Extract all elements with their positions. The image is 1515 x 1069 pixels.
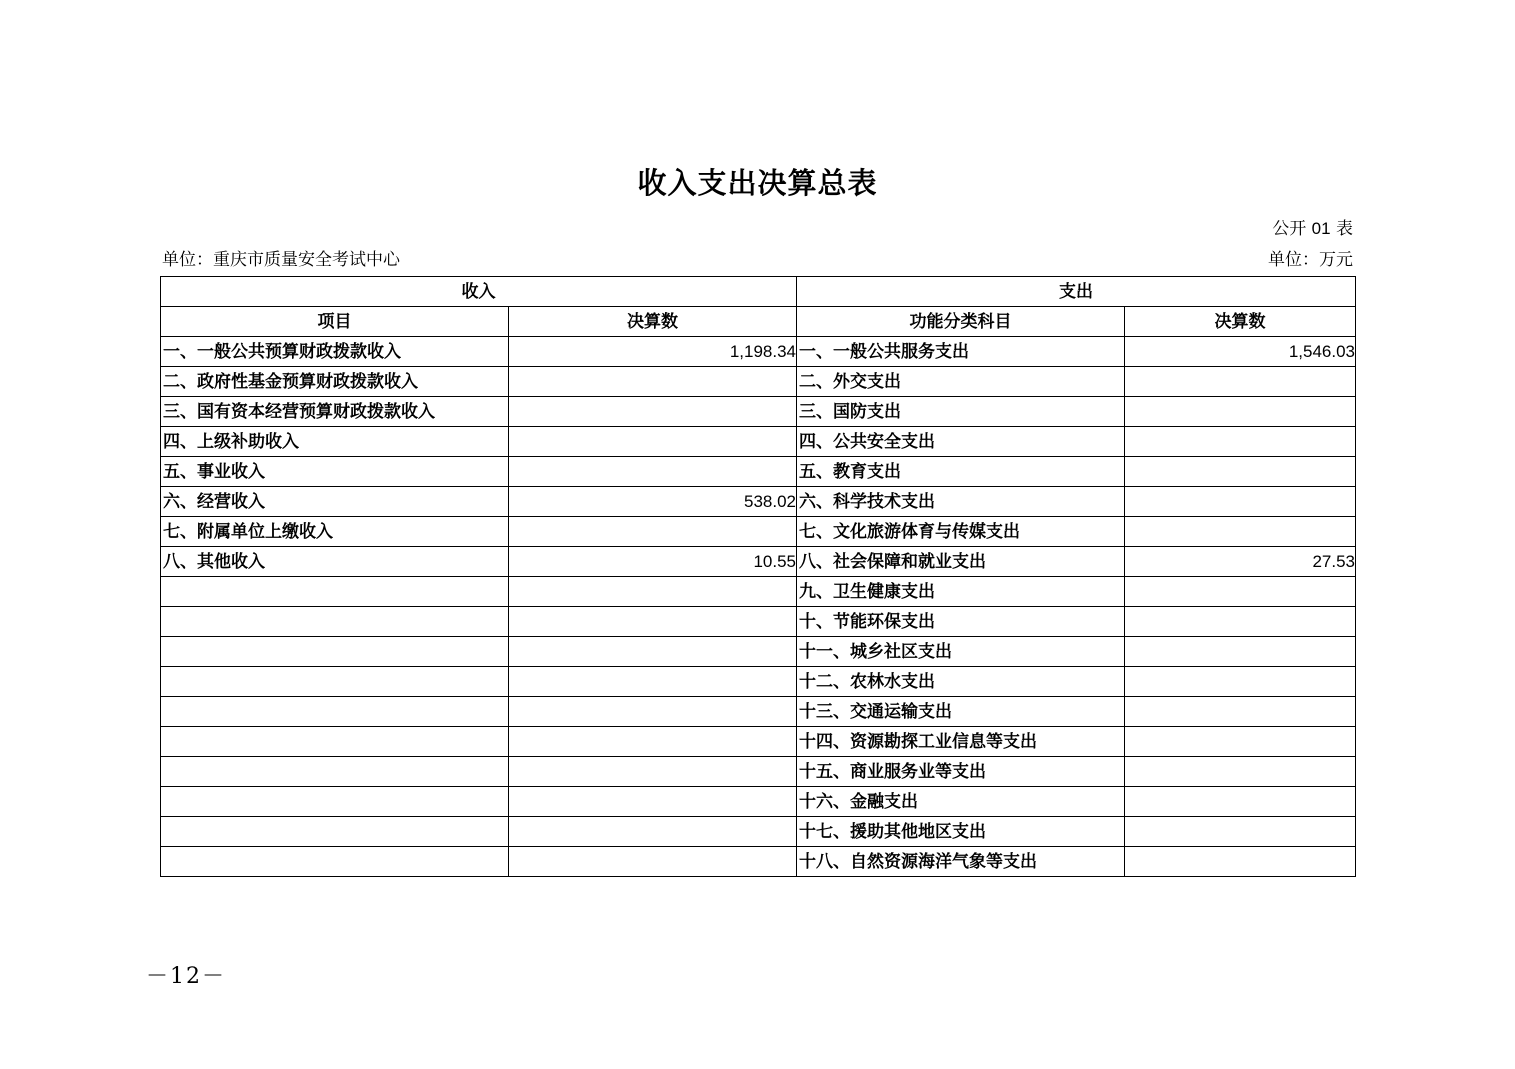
income-item-cell xyxy=(161,817,509,847)
table-row xyxy=(161,427,1356,457)
income-amount-cell xyxy=(509,517,797,547)
income-item-cell xyxy=(161,637,509,667)
table-group-header-row xyxy=(161,277,1356,307)
income-item-cell: 二、政府性基金预算财政拨款收入 xyxy=(161,367,509,397)
form-code-number: 01 xyxy=(1311,219,1331,238)
income-amount-cell xyxy=(509,577,797,607)
income-amount-cell xyxy=(509,757,797,787)
income-amount-cell: 10.55 xyxy=(509,547,797,577)
income-item-cell: 三、国有资本经营预算财政拨款收入 xyxy=(161,397,509,427)
income-amount-cell xyxy=(509,727,797,757)
expense-amount-cell xyxy=(1125,517,1356,547)
expense-item-cell: 十三、交通运输支出 xyxy=(797,697,1125,727)
table-row xyxy=(161,337,1356,367)
expense-amount-cell xyxy=(1125,607,1356,637)
income-item-cell xyxy=(161,757,509,787)
expense-amount-cell xyxy=(1125,487,1356,517)
income-amount-cell xyxy=(509,817,797,847)
page-title: 收入支出决算总表 xyxy=(637,166,878,200)
income-amount-cell xyxy=(509,427,797,457)
expense-item-cell: 七、文化旅游体育与传媒支出 xyxy=(797,517,1125,547)
expense-amount-cell xyxy=(1125,727,1356,757)
expense-item-cell: 十一、城乡社区支出 xyxy=(797,637,1125,667)
expense-item-cell: 九、卫生健康支出 xyxy=(797,577,1125,607)
expense-item-cell: 三、国防支出 xyxy=(797,397,1125,427)
income-item-cell xyxy=(161,607,509,637)
table-column-header-row xyxy=(161,307,1356,337)
table-row xyxy=(161,817,1356,847)
income-item-cell xyxy=(161,787,509,817)
expense-amount-cell xyxy=(1125,817,1356,847)
income-item-cell: 六、经营收入 xyxy=(161,487,509,517)
income-amount-cell xyxy=(509,847,797,877)
income-item-cell: 四、上级补助收入 xyxy=(161,427,509,457)
expense-amount-cell xyxy=(1125,397,1356,427)
table-row xyxy=(161,697,1356,727)
table-row xyxy=(161,607,1356,637)
unit-organization: 单位：重庆市质量安全考试中心 xyxy=(162,250,400,270)
expense-category-header: 功能分类科目 xyxy=(797,307,1125,337)
table-row xyxy=(161,547,1356,577)
table-row xyxy=(161,667,1356,697)
expense-amount-header: 决算数 xyxy=(1125,307,1356,337)
table-row xyxy=(161,577,1356,607)
expense-group-header: 支出 xyxy=(797,277,1356,307)
expense-item-cell: 十八、自然资源海洋气象等支出 xyxy=(797,847,1125,877)
income-amount-cell xyxy=(509,697,797,727)
income-item-cell: 七、附属单位上缴收入 xyxy=(161,517,509,547)
expense-amount-cell xyxy=(1125,757,1356,787)
expense-amount-cell xyxy=(1125,577,1356,607)
table-row xyxy=(161,397,1356,427)
expense-amount-cell xyxy=(1125,637,1356,667)
table-row xyxy=(161,847,1356,877)
form-code-prefix: 公开 xyxy=(1272,219,1307,239)
expense-item-cell: 十二、农林水支出 xyxy=(797,667,1125,697)
income-amount-cell: 1,198.34 xyxy=(509,337,797,367)
income-amount-header: 决算数 xyxy=(509,307,797,337)
income-amount-cell xyxy=(509,397,797,427)
unit-currency: 单位：万元 xyxy=(1268,250,1353,270)
income-item-cell xyxy=(161,697,509,727)
expense-item-cell: 十、节能环保支出 xyxy=(797,607,1125,637)
income-item-cell xyxy=(161,847,509,877)
income-item-cell xyxy=(161,667,509,697)
income-item-cell: 一、一般公共预算财政拨款收入 xyxy=(161,337,509,367)
table-row xyxy=(161,757,1356,787)
income-amount-cell xyxy=(509,607,797,637)
income-item-cell: 五、事业收入 xyxy=(161,457,509,487)
expense-amount-cell xyxy=(1125,367,1356,397)
expense-item-cell: 六、科学技术支出 xyxy=(797,487,1125,517)
form-code-suffix: 表 xyxy=(1336,219,1353,239)
income-amount-cell xyxy=(509,667,797,697)
table-row xyxy=(161,487,1356,517)
expense-amount-cell: 1,546.03 xyxy=(1125,337,1356,367)
table-row xyxy=(161,637,1356,667)
income-amount-cell xyxy=(509,637,797,667)
expense-amount-cell xyxy=(1125,667,1356,697)
table-row xyxy=(161,517,1356,547)
income-expense-table xyxy=(160,276,1356,877)
table-row xyxy=(161,727,1356,757)
table-row xyxy=(161,787,1356,817)
income-group-header: 收入 xyxy=(161,277,797,307)
income-amount-cell xyxy=(509,367,797,397)
expense-item-cell: 二、外交支出 xyxy=(797,367,1125,397)
income-amount-cell: 538.02 xyxy=(509,487,797,517)
income-item-header: 项目 xyxy=(161,307,509,337)
expense-amount-cell xyxy=(1125,847,1356,877)
expense-item-cell: 八、社会保障和就业支出 xyxy=(797,547,1125,577)
expense-amount-cell xyxy=(1125,457,1356,487)
expense-item-cell: 十六、金融支出 xyxy=(797,787,1125,817)
expense-item-cell: 十七、援助其他地区支出 xyxy=(797,817,1125,847)
income-item-cell xyxy=(161,727,509,757)
income-item-cell xyxy=(161,577,509,607)
table-row xyxy=(161,367,1356,397)
expense-item-cell: 四、公共安全支出 xyxy=(797,427,1125,457)
income-amount-cell xyxy=(509,787,797,817)
table-row xyxy=(161,457,1356,487)
expense-amount-cell xyxy=(1125,697,1356,727)
page-number: －12－ xyxy=(146,964,226,989)
expense-item-cell: 一、一般公共服务支出 xyxy=(797,337,1125,367)
expense-item-cell: 十五、商业服务业等支出 xyxy=(797,757,1125,787)
form-code xyxy=(1272,218,1353,240)
expense-amount-cell xyxy=(1125,427,1356,457)
income-amount-cell xyxy=(509,457,797,487)
expense-amount-cell: 27.53 xyxy=(1125,547,1356,577)
expense-item-cell: 十四、资源勘探工业信息等支出 xyxy=(797,727,1125,757)
expense-amount-cell xyxy=(1125,787,1356,817)
income-item-cell: 八、其他收入 xyxy=(161,547,509,577)
expense-item-cell: 五、教育支出 xyxy=(797,457,1125,487)
